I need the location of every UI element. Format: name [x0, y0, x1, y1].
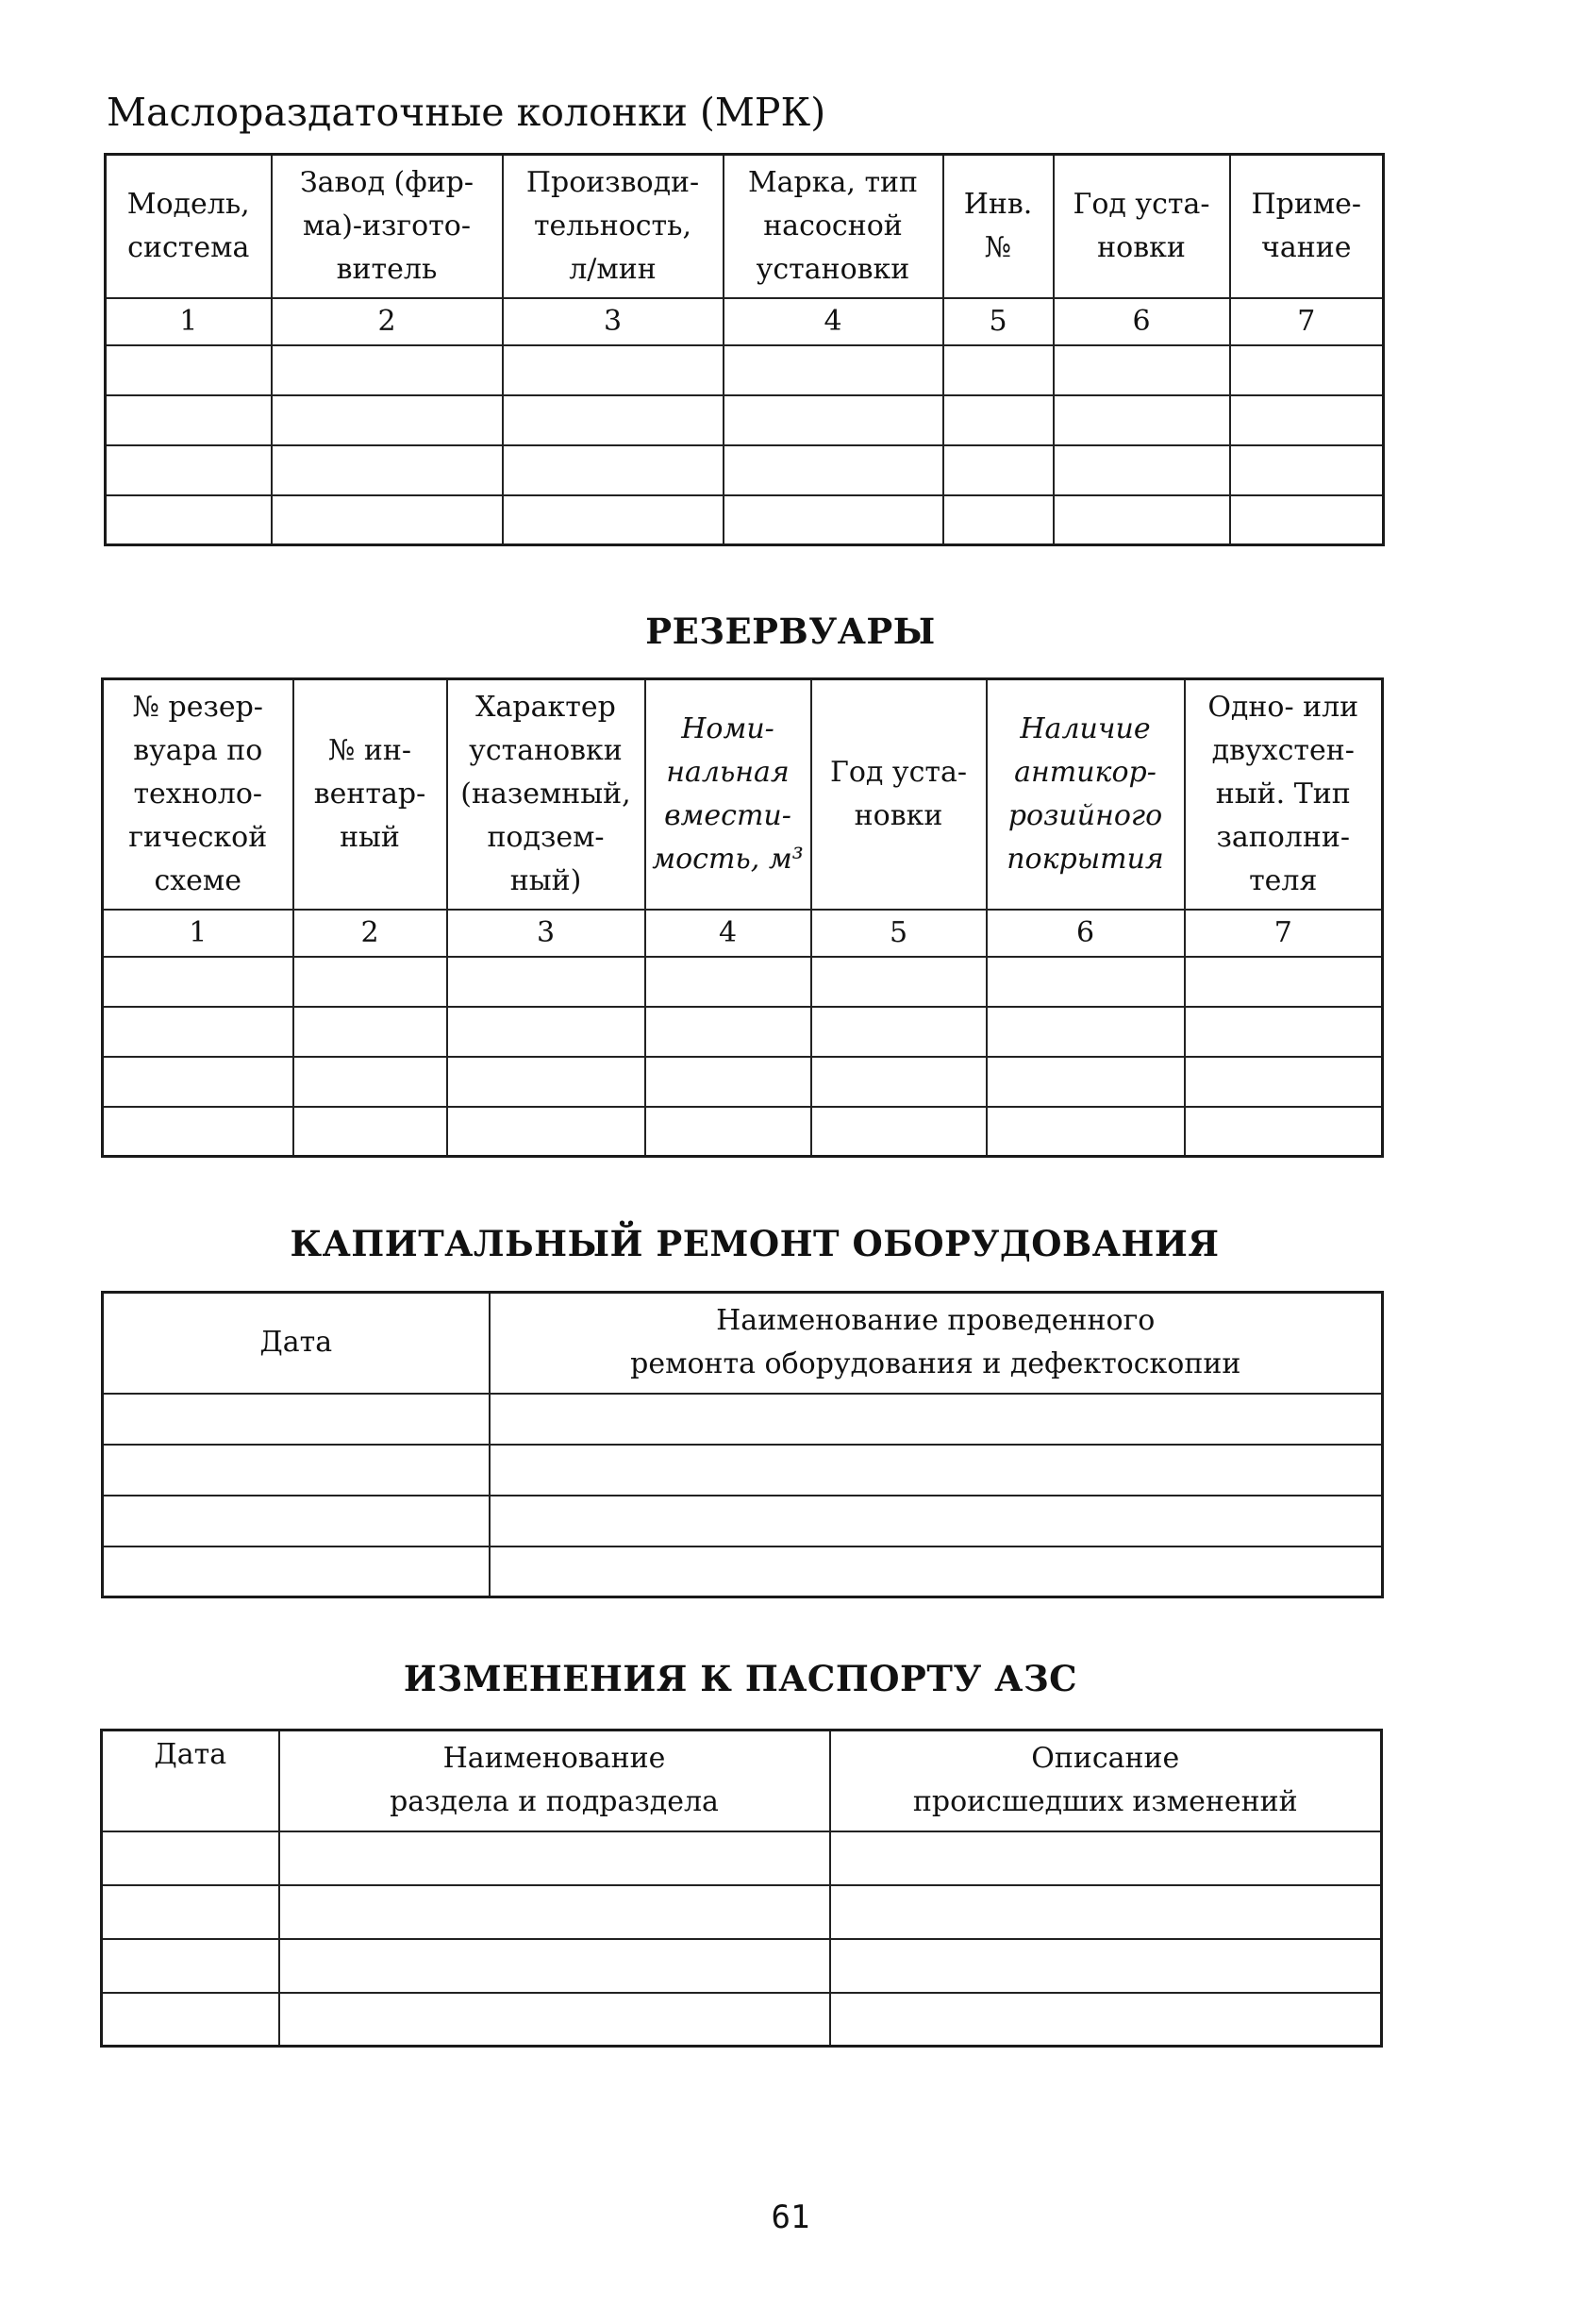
empty-cell[interactable]: [279, 1831, 830, 1885]
empty-cell[interactable]: [943, 445, 1054, 495]
empty-cell[interactable]: [943, 395, 1054, 445]
empty-cell[interactable]: [447, 1107, 645, 1157]
empty-cell[interactable]: [293, 1007, 447, 1057]
empty-cell[interactable]: [1230, 495, 1384, 545]
empty-cell[interactable]: [811, 1107, 987, 1157]
changes-table: [100, 1729, 1383, 2048]
column-number: 6: [987, 910, 1185, 957]
empty-cell[interactable]: [503, 495, 724, 545]
empty-cell[interactable]: [943, 495, 1054, 545]
empty-row: [106, 395, 1384, 445]
empty-cell[interactable]: [490, 1496, 1383, 1547]
empty-cell[interactable]: [490, 1445, 1383, 1496]
empty-cell[interactable]: [1230, 345, 1384, 395]
reservoirs-header-row: [103, 679, 1383, 910]
mrk-title: Маслораздаточные колонки (МРК): [107, 90, 826, 135]
empty-cell[interactable]: [106, 345, 272, 395]
empty-row: [102, 1939, 1382, 1993]
empty-cell[interactable]: [103, 1007, 293, 1057]
empty-cell[interactable]: [103, 1496, 490, 1547]
empty-cell[interactable]: [490, 1394, 1383, 1445]
empty-cell[interactable]: [645, 957, 811, 1007]
empty-cell[interactable]: [503, 395, 724, 445]
changes-header-cell: Дата: [102, 1730, 279, 1831]
column-number: 6: [1054, 298, 1230, 345]
empty-cell[interactable]: [987, 1107, 1185, 1157]
empty-cell[interactable]: [1054, 495, 1230, 545]
empty-cell[interactable]: [811, 1057, 987, 1107]
changes-header-row: [102, 1730, 1382, 1831]
empty-row: [106, 345, 1384, 395]
empty-row: [103, 1547, 1383, 1597]
empty-cell[interactable]: [102, 1939, 279, 1993]
mrk-header-row: [106, 155, 1384, 298]
empty-row: [103, 1394, 1383, 1445]
empty-cell[interactable]: [1185, 1007, 1383, 1057]
empty-row: [102, 1993, 1382, 2047]
mrk-table: [104, 153, 1385, 546]
empty-row: [102, 1885, 1382, 1939]
column-number: 3: [503, 298, 724, 345]
empty-cell[interactable]: [103, 1394, 490, 1445]
empty-row: [106, 445, 1384, 495]
empty-row: [103, 957, 1383, 1007]
empty-cell[interactable]: [830, 1993, 1382, 2047]
empty-cell[interactable]: [102, 1993, 279, 2047]
repair-heading: КАПИТАЛЬНЫЙ РЕМОНТ ОБОРУДОВАНИЯ: [290, 1223, 1220, 1264]
column-number: 7: [1185, 910, 1383, 957]
column-number: 5: [811, 910, 987, 957]
repair-header-row: [103, 1293, 1383, 1394]
empty-cell[interactable]: [645, 1057, 811, 1107]
column-number: 3: [447, 910, 645, 957]
column-number: 1: [106, 298, 272, 345]
mrk-header-cell: Приме- чание: [1230, 155, 1384, 298]
empty-cell[interactable]: [1230, 445, 1384, 495]
reservoirs-header-cell: № резер- вуара по техноло- гической схеме: [103, 679, 293, 910]
reservoirs-header-cell: Год уста- новки: [811, 679, 987, 910]
empty-cell[interactable]: [1054, 345, 1230, 395]
changes-header-cell: Описание происшедших изменений: [830, 1730, 1382, 1831]
reservoirs-header-cell: Одно- или двухстен- ный. Тип заполни- теля: [1185, 679, 1383, 910]
empty-cell[interactable]: [830, 1885, 1382, 1939]
empty-cell[interactable]: [106, 445, 272, 495]
empty-cell[interactable]: [447, 957, 645, 1007]
empty-cell[interactable]: [811, 1007, 987, 1057]
empty-cell[interactable]: [724, 345, 943, 395]
empty-cell[interactable]: [103, 1547, 490, 1597]
changes-header-cell: Наименование раздела и подраздела: [279, 1730, 830, 1831]
mrk-number-row: [106, 298, 1384, 345]
mrk-header-cell: Инв. №: [943, 155, 1054, 298]
empty-cell[interactable]: [503, 345, 724, 395]
empty-cell[interactable]: [272, 345, 503, 395]
empty-cell[interactable]: [106, 495, 272, 545]
empty-cell[interactable]: [103, 957, 293, 1007]
empty-cell[interactable]: [279, 1939, 830, 1993]
mrk-header-cell: Завод (фир- ма)-изгото- витель: [272, 155, 503, 298]
empty-cell[interactable]: [987, 1057, 1185, 1107]
empty-cell[interactable]: [724, 395, 943, 445]
empty-row: [103, 1107, 1383, 1157]
empty-cell[interactable]: [830, 1939, 1382, 1993]
reservoirs-table: [101, 677, 1384, 1158]
reservoirs-header-cell: Наличие антикор- розийного покрытия: [987, 679, 1185, 910]
empty-cell[interactable]: [811, 957, 987, 1007]
mrk-header-cell: Марка, тип насосной установки: [724, 155, 943, 298]
empty-cell[interactable]: [830, 1831, 1382, 1885]
mrk-header-cell: Производи- тельность, л/мин: [503, 155, 724, 298]
empty-cell[interactable]: [293, 1057, 447, 1107]
empty-cell[interactable]: [987, 957, 1185, 1007]
empty-cell[interactable]: [102, 1831, 279, 1885]
empty-cell[interactable]: [1230, 395, 1384, 445]
empty-cell[interactable]: [987, 1007, 1185, 1057]
empty-cell[interactable]: [103, 1107, 293, 1157]
empty-row: [102, 1831, 1382, 1885]
empty-cell[interactable]: [1185, 1057, 1383, 1107]
empty-cell[interactable]: [103, 1445, 490, 1496]
empty-cell[interactable]: [724, 445, 943, 495]
empty-cell[interactable]: [272, 445, 503, 495]
empty-cell[interactable]: [102, 1885, 279, 1939]
empty-cell[interactable]: [279, 1993, 830, 2047]
empty-cell[interactable]: [645, 1107, 811, 1157]
empty-cell[interactable]: [272, 495, 503, 545]
empty-row: [103, 1007, 1383, 1057]
reservoirs-heading: РЕЗЕРВУАРЫ: [645, 610, 936, 652]
empty-cell[interactable]: [1185, 957, 1383, 1007]
empty-cell[interactable]: [106, 395, 272, 445]
empty-row: [103, 1496, 1383, 1547]
column-number: 5: [943, 298, 1054, 345]
reservoirs-number-row: [103, 910, 1383, 957]
mrk-header-cell: Год уста- новки: [1054, 155, 1230, 298]
empty-cell[interactable]: [1054, 395, 1230, 445]
empty-cell[interactable]: [447, 1057, 645, 1107]
empty-cell[interactable]: [447, 1007, 645, 1057]
empty-cell[interactable]: [645, 1007, 811, 1057]
empty-row: [103, 1057, 1383, 1107]
mrk-header-cell: Модель, система: [106, 155, 272, 298]
empty-cell[interactable]: [293, 1107, 447, 1157]
empty-cell[interactable]: [1054, 445, 1230, 495]
column-number: 4: [724, 298, 943, 345]
repair-header-cell: Дата: [103, 1293, 490, 1394]
column-number: 2: [293, 910, 447, 957]
changes-heading: ИЗМЕНЕНИЯ К ПАСПОРТУ АЗС: [403, 1658, 1078, 1699]
empty-cell[interactable]: [103, 1057, 293, 1107]
reservoirs-header-cell: Номи- нальная вмести- мость, м³: [645, 679, 811, 910]
reservoirs-header-cell: № ин- вентар- ный: [293, 679, 447, 910]
column-number: 4: [645, 910, 811, 957]
empty-cell[interactable]: [272, 395, 503, 445]
column-number: 1: [103, 910, 293, 957]
empty-cell[interactable]: [293, 957, 447, 1007]
empty-cell[interactable]: [943, 345, 1054, 395]
empty-cell[interactable]: [503, 445, 724, 495]
repair-table: [101, 1291, 1384, 1598]
empty-cell[interactable]: [490, 1547, 1383, 1597]
reservoirs-header-cell: Характер установки (наземный, подзем- ный): [447, 679, 645, 910]
empty-cell[interactable]: [279, 1885, 830, 1939]
repair-header-cell: Наименование проведенного ремонта оборудования и дефектоскопии: [490, 1293, 1383, 1394]
column-number: 7: [1230, 298, 1384, 345]
column-number: 2: [272, 298, 503, 345]
empty-row: [106, 495, 1384, 545]
page-number: 61: [771, 2199, 810, 2236]
empty-cell[interactable]: [1185, 1107, 1383, 1157]
empty-cell[interactable]: [724, 495, 943, 545]
empty-row: [103, 1445, 1383, 1496]
